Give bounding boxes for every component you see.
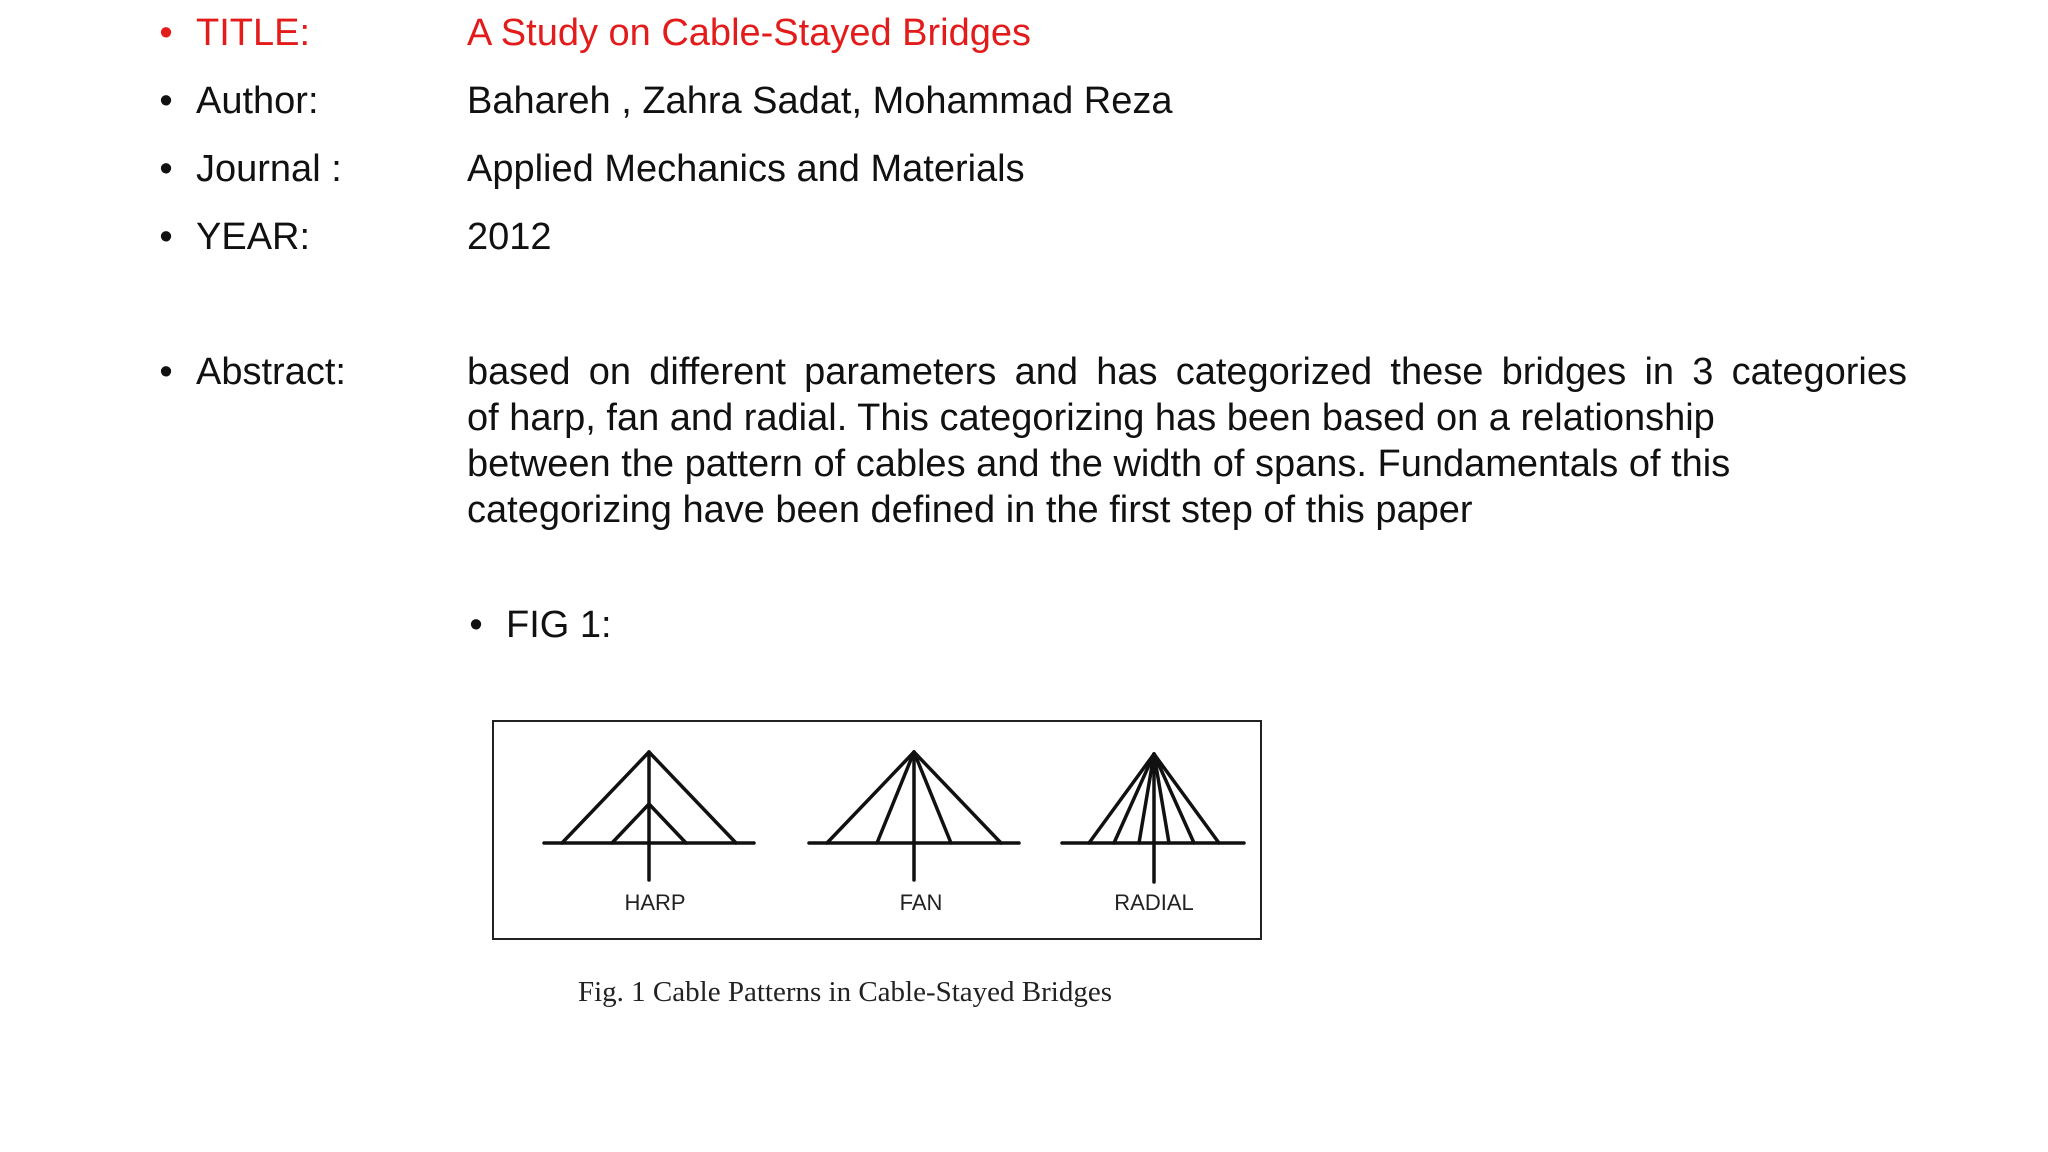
abstract-line: categorizing have been defined in the first step of this paper: [467, 489, 1473, 531]
author-label: Author:: [196, 80, 319, 122]
abstract-line: based on different parameters and has categorized these bridges in 3 categories: [467, 351, 1907, 393]
abstract-line: of harp, fan and radial. This categorizing has been based on a relationship: [467, 397, 1715, 439]
radial-label: RADIAL: [1114, 890, 1194, 915]
year-label: YEAR:: [196, 216, 311, 258]
radial-bridge-icon: [1062, 754, 1244, 882]
figure-caption: Fig. 1 Cable Patterns in Cable-Stayed Bridges: [578, 976, 1113, 1008]
fan-label: FAN: [899, 890, 943, 915]
bullet-icon: •: [159, 216, 173, 258]
year-value: 2012: [467, 216, 552, 258]
author-value: Bahareh , Zahra Sadat, Mohammad Reza: [467, 80, 1173, 122]
title-label: TITLE:: [196, 12, 311, 54]
harp-label: HARP: [624, 890, 686, 915]
bullet-icon: •: [159, 148, 173, 190]
bullet-icon: •: [159, 80, 173, 122]
bridge-patterns-figure: [492, 720, 1262, 940]
title-value: A Study on Cable-Stayed Bridges: [467, 12, 1032, 54]
journal-label: Journal :: [196, 148, 342, 190]
harp-bridge-icon: [544, 752, 754, 880]
abstract-label: Abstract:: [196, 351, 346, 393]
bullet-icon: •: [159, 12, 173, 54]
figure-bullet-label: FIG 1:: [506, 604, 612, 646]
abstract-line: between the pattern of cables and the width of spans. Fundamentals of this: [467, 443, 1731, 485]
bullet-icon: •: [469, 604, 483, 646]
bullet-icon: •: [159, 351, 173, 393]
fan-bridge-icon: [809, 752, 1019, 880]
abstract-text: [467, 349, 1907, 533]
journal-value: Applied Mechanics and Materials: [467, 148, 1025, 190]
